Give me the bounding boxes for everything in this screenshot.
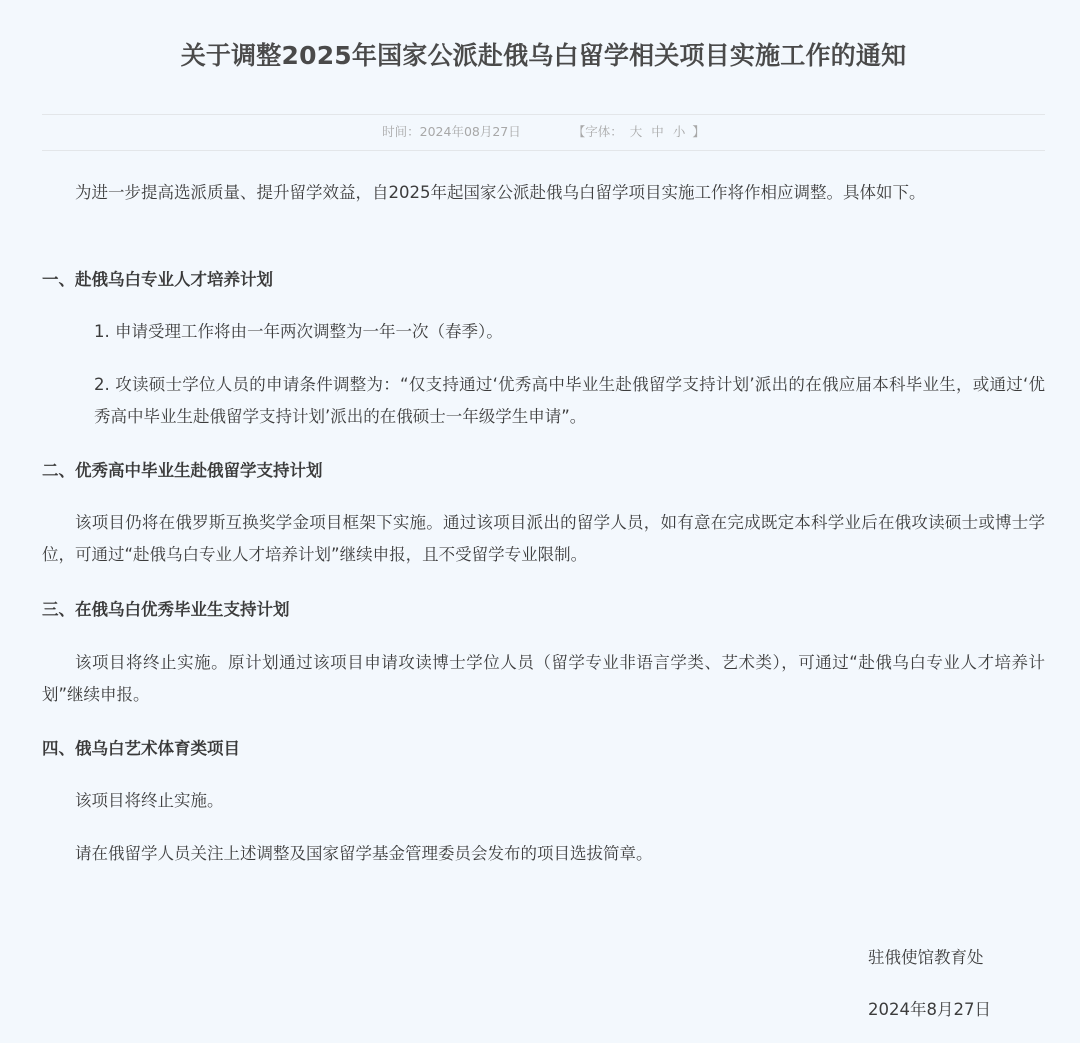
section-3-heading: 三、在俄乌白优秀毕业生支持计划 — [42, 600, 290, 619]
font-size-small-button[interactable]: 小 — [672, 124, 686, 139]
article — [42, 0, 1045, 1043]
font-size-close: 】 — [692, 124, 705, 139]
intro-paragraph: 为进一步提高选派质量、提升留学效益，自2025年起国家公派赴俄乌白留学项目实施工作将作相应调整。具体如下。 — [75, 183, 926, 202]
signature-org: 驻俄使馆教育处 — [868, 948, 984, 967]
section-1-item-2: 2. 攻读硕士学位人员的申请条件调整为：“仅支持通过‘优秀高中毕业生赴俄留学支持计划’派出的在俄应届本科毕业生，或通过‘优秀高中毕业生赴俄留学支持计划’派出的在俄硕士一年级学生申请”。 — [94, 375, 1045, 426]
section-2-paragraph: 该项目仍将在俄罗斯互换奖学金项目框架下实施。通过该项目派出的留学人员，如有意在完成既定本科学业后在俄攻读硕士或博士学位，可通过“赴俄乌白专业人才培养计划”继续申报，且不受留学专业限制。 — [42, 513, 1045, 564]
divider-top — [42, 114, 1045, 115]
section-3-paragraph: 该项目将终止实施。原计划通过该项目申请攻读博士学位人员（留学专业非语言学类、艺术类），可通过“赴俄乌白专业人才培养计划”继续申报。 — [42, 653, 1045, 704]
signature-date: 2024年8月27日 — [868, 1000, 991, 1019]
section-2-heading: 二、优秀高中毕业生赴俄留学支持计划 — [42, 461, 323, 480]
section-1-item-1: 1. 申请受理工作将由一年两次调整为一年一次（春季）。 — [94, 322, 503, 341]
divider-bottom — [42, 150, 1045, 151]
article-title: 关于调整2025年国家公派赴俄乌白留学相关项目实施工作的通知 — [180, 41, 907, 70]
section-4-paragraph: 该项目将终止实施。 — [75, 791, 224, 810]
publish-time: 时间：2024年08月27日 — [382, 124, 521, 139]
section-1-heading: 一、赴俄乌白专业人才培养计划 — [42, 270, 273, 289]
article-meta — [42, 121, 1045, 143]
font-size-label: 【字体： — [572, 124, 623, 139]
section-4-heading: 四、俄乌白艺术体育类项目 — [42, 739, 240, 758]
closing-paragraph: 请在俄留学人员关注上述调整及国家留学基金管理委员会发布的项目选拔简章。 — [75, 844, 653, 863]
font-size-medium-button[interactable]: 中 — [651, 124, 664, 139]
font-size-large-button[interactable]: 大 — [629, 124, 643, 139]
